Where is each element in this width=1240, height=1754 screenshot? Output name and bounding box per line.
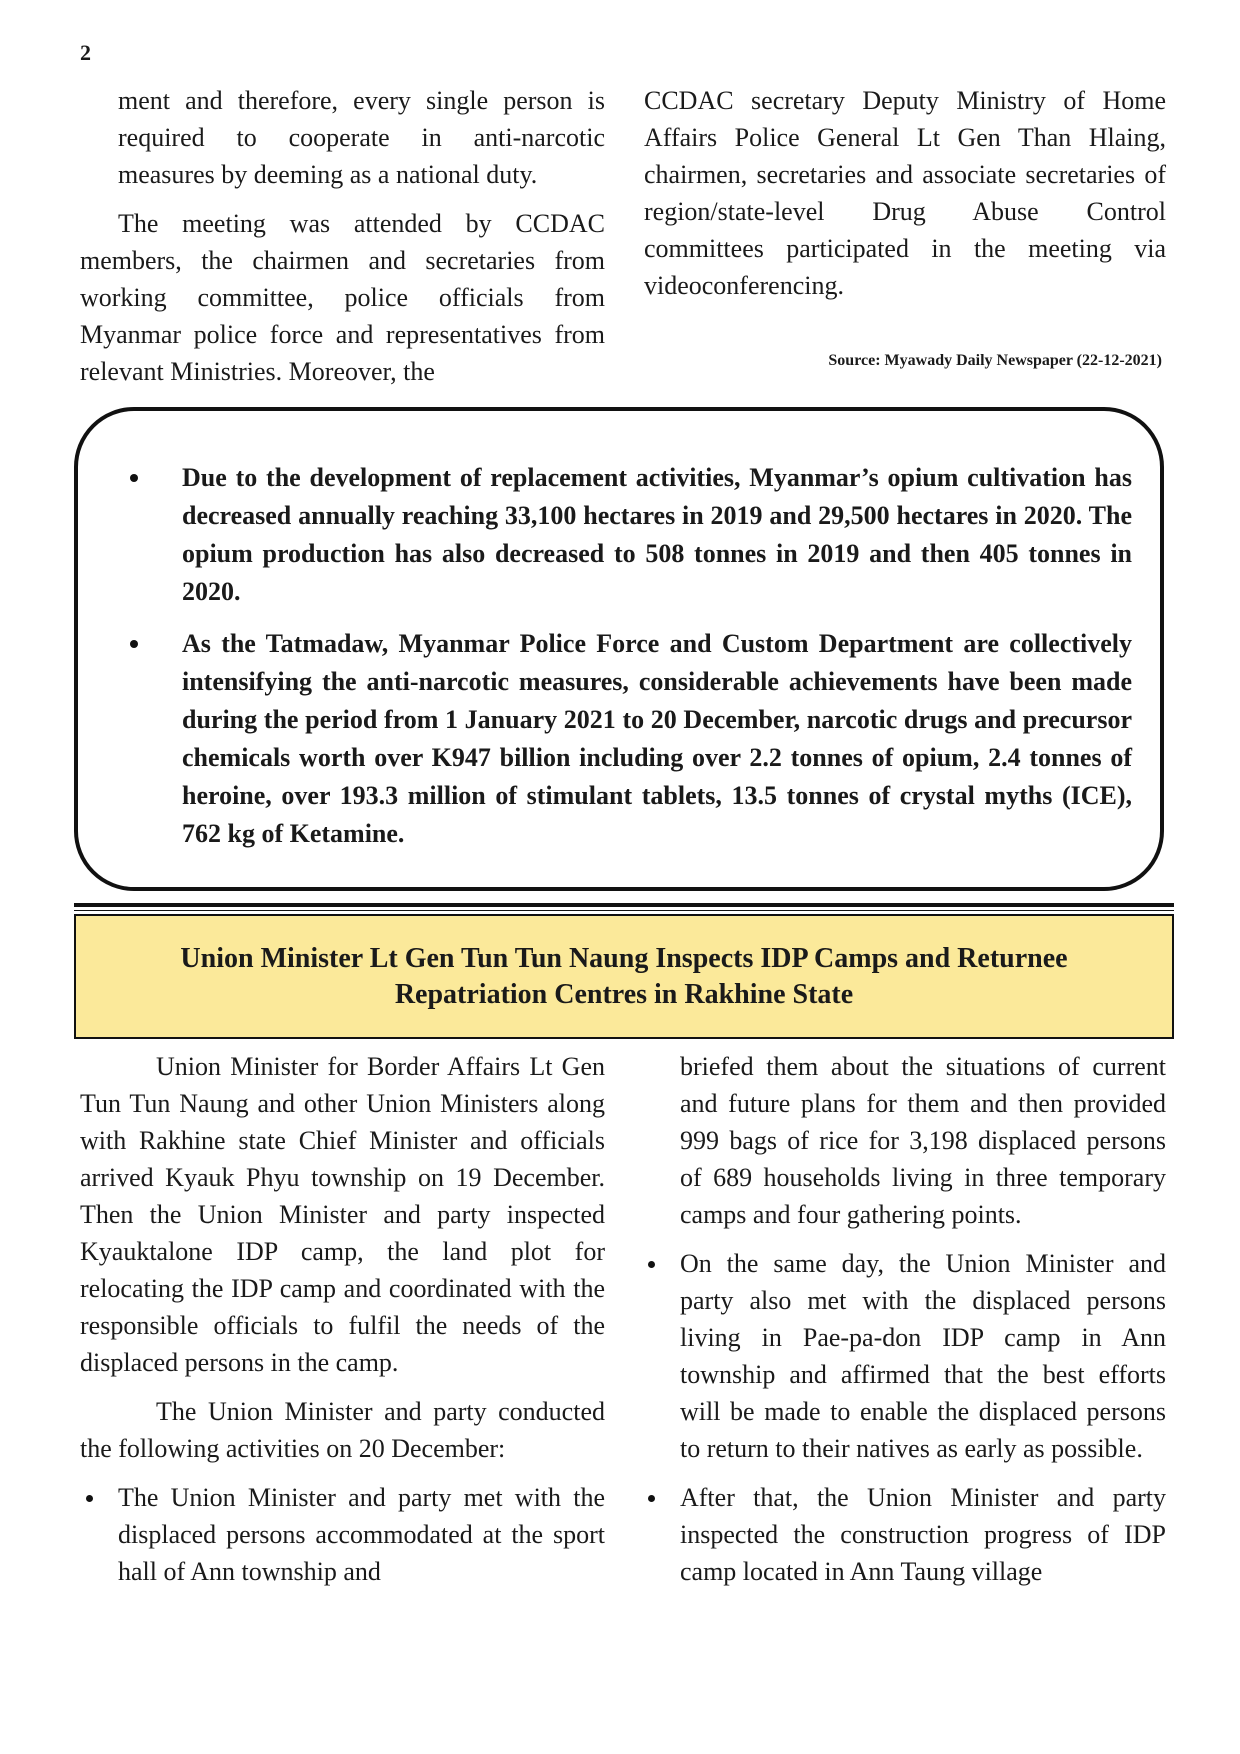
highlight-text: As the Tatmadaw, Myanmar Police Force and Custom Department are collectively intensifying the anti-narcotic measures, considerable achievements have been made during the period from 1 January 2021 to 20 December, narcotic drugs and precursor chemicals worth over K947 billion including over 2.2 tonnes of opium, 2.4 tonnes of heroine, over 193.3 million of stimulant tablets, 13.5 tonnes of crystal myths (ICE), 762 kg of Ketamine. bbox=[182, 629, 1132, 848]
paragraph: ment and therefore, every single person is required to cooperate in anti-narcotic measures by deeming as a national duty. bbox=[118, 86, 605, 189]
paragraph: CCDAC secretary Deputy Ministry of Home Affairs Police General Lt Gen Than Hlaing, chairmen, secretaries and associate secretaries of region/state-level Drug Abuse Control committees participated in the meeting via videoconferencing. bbox=[644, 86, 1166, 300]
bullet-item bbox=[642, 1479, 1166, 1590]
paragraph: The meeting was attended by CCDAC members, the chairmen and secretaries from working committee, police officials from Myanmar police force and representatives from relevant Ministries. Moreover, the bbox=[80, 209, 605, 386]
paragraph: briefed them about the situations of current and future plans for them and then provided 999 bags of rice for 3,198 displaced persons of 689 households living in three temporary camps and four gathering points. bbox=[680, 1052, 1166, 1229]
article-headline bbox=[180, 941, 1067, 1013]
bullet-item bbox=[642, 1245, 1166, 1467]
headline-line: Union Minister Lt Gen Tun Tun Naung Inspects IDP Camps and Returnee bbox=[180, 942, 1068, 974]
highlight-list bbox=[118, 459, 1132, 853]
bullet-icon bbox=[86, 1495, 93, 1502]
bullet-text: On the same day, the Union Minister and party also met with the displaced persons living in Pae-pa-don IDP camp in Ann township and affirmed that the best efforts will be made to enable the displaced persons to return to their natives as early as possible. bbox=[680, 1249, 1166, 1463]
article-right-column bbox=[642, 1048, 1166, 1590]
paragraph: The Union Minister and party conducted the following activities on 20 December: bbox=[80, 1397, 605, 1463]
highlight-text: Due to the development of replacement activities, Myanmar’s opium cultivation has decreased annually reaching 33,100 hectares in 2019 and 29,500 hectares in 2020. The opium production has also decreased to 508 tonnes in 2019 and then 405 tonnes in 2020. bbox=[182, 463, 1132, 606]
divider bbox=[74, 903, 1174, 907]
divider bbox=[74, 910, 1174, 911]
source-credit: Source: Myawady Daily Newspaper (22-12-2021) bbox=[828, 352, 1162, 369]
highlight-box bbox=[74, 407, 1164, 891]
highlight-item bbox=[118, 625, 1132, 853]
bullet-item bbox=[80, 1479, 605, 1590]
bullet-icon bbox=[130, 640, 138, 648]
headline-box bbox=[74, 914, 1174, 1039]
article-left-column bbox=[80, 1048, 605, 1590]
highlight-item bbox=[118, 459, 1132, 611]
paragraph: Union Minister for Border Affairs Lt Gen Tun Tun Naung and other Union Ministers along with Rakhine state Chief Minister and officials arrived Kyauk Phyu township on 19 December. Then the Union Minister and party inspected Kyauktalone IDP camp, the land plot for relocating the IDP camp and coordinated with the responsible officials to fulfil the needs of the displaced persons in the camp. bbox=[80, 1052, 605, 1377]
bullet-text: The Union Minister and party met with the displaced persons accommodated at the sport hall of Ann township and bbox=[118, 1483, 605, 1586]
bullet-icon bbox=[648, 1495, 655, 1502]
page-number: 2 bbox=[80, 40, 91, 65]
bullet-text: After that, the Union Minister and party inspected the construction progress of IDP camp located in Ann Taung village bbox=[680, 1483, 1166, 1586]
top-left-column bbox=[80, 82, 605, 402]
bullet-icon bbox=[130, 474, 138, 482]
bullet-icon bbox=[648, 1261, 655, 1268]
headline-line: Repatriation Centres in Rakhine State bbox=[394, 978, 854, 1010]
top-right-column bbox=[644, 82, 1166, 316]
